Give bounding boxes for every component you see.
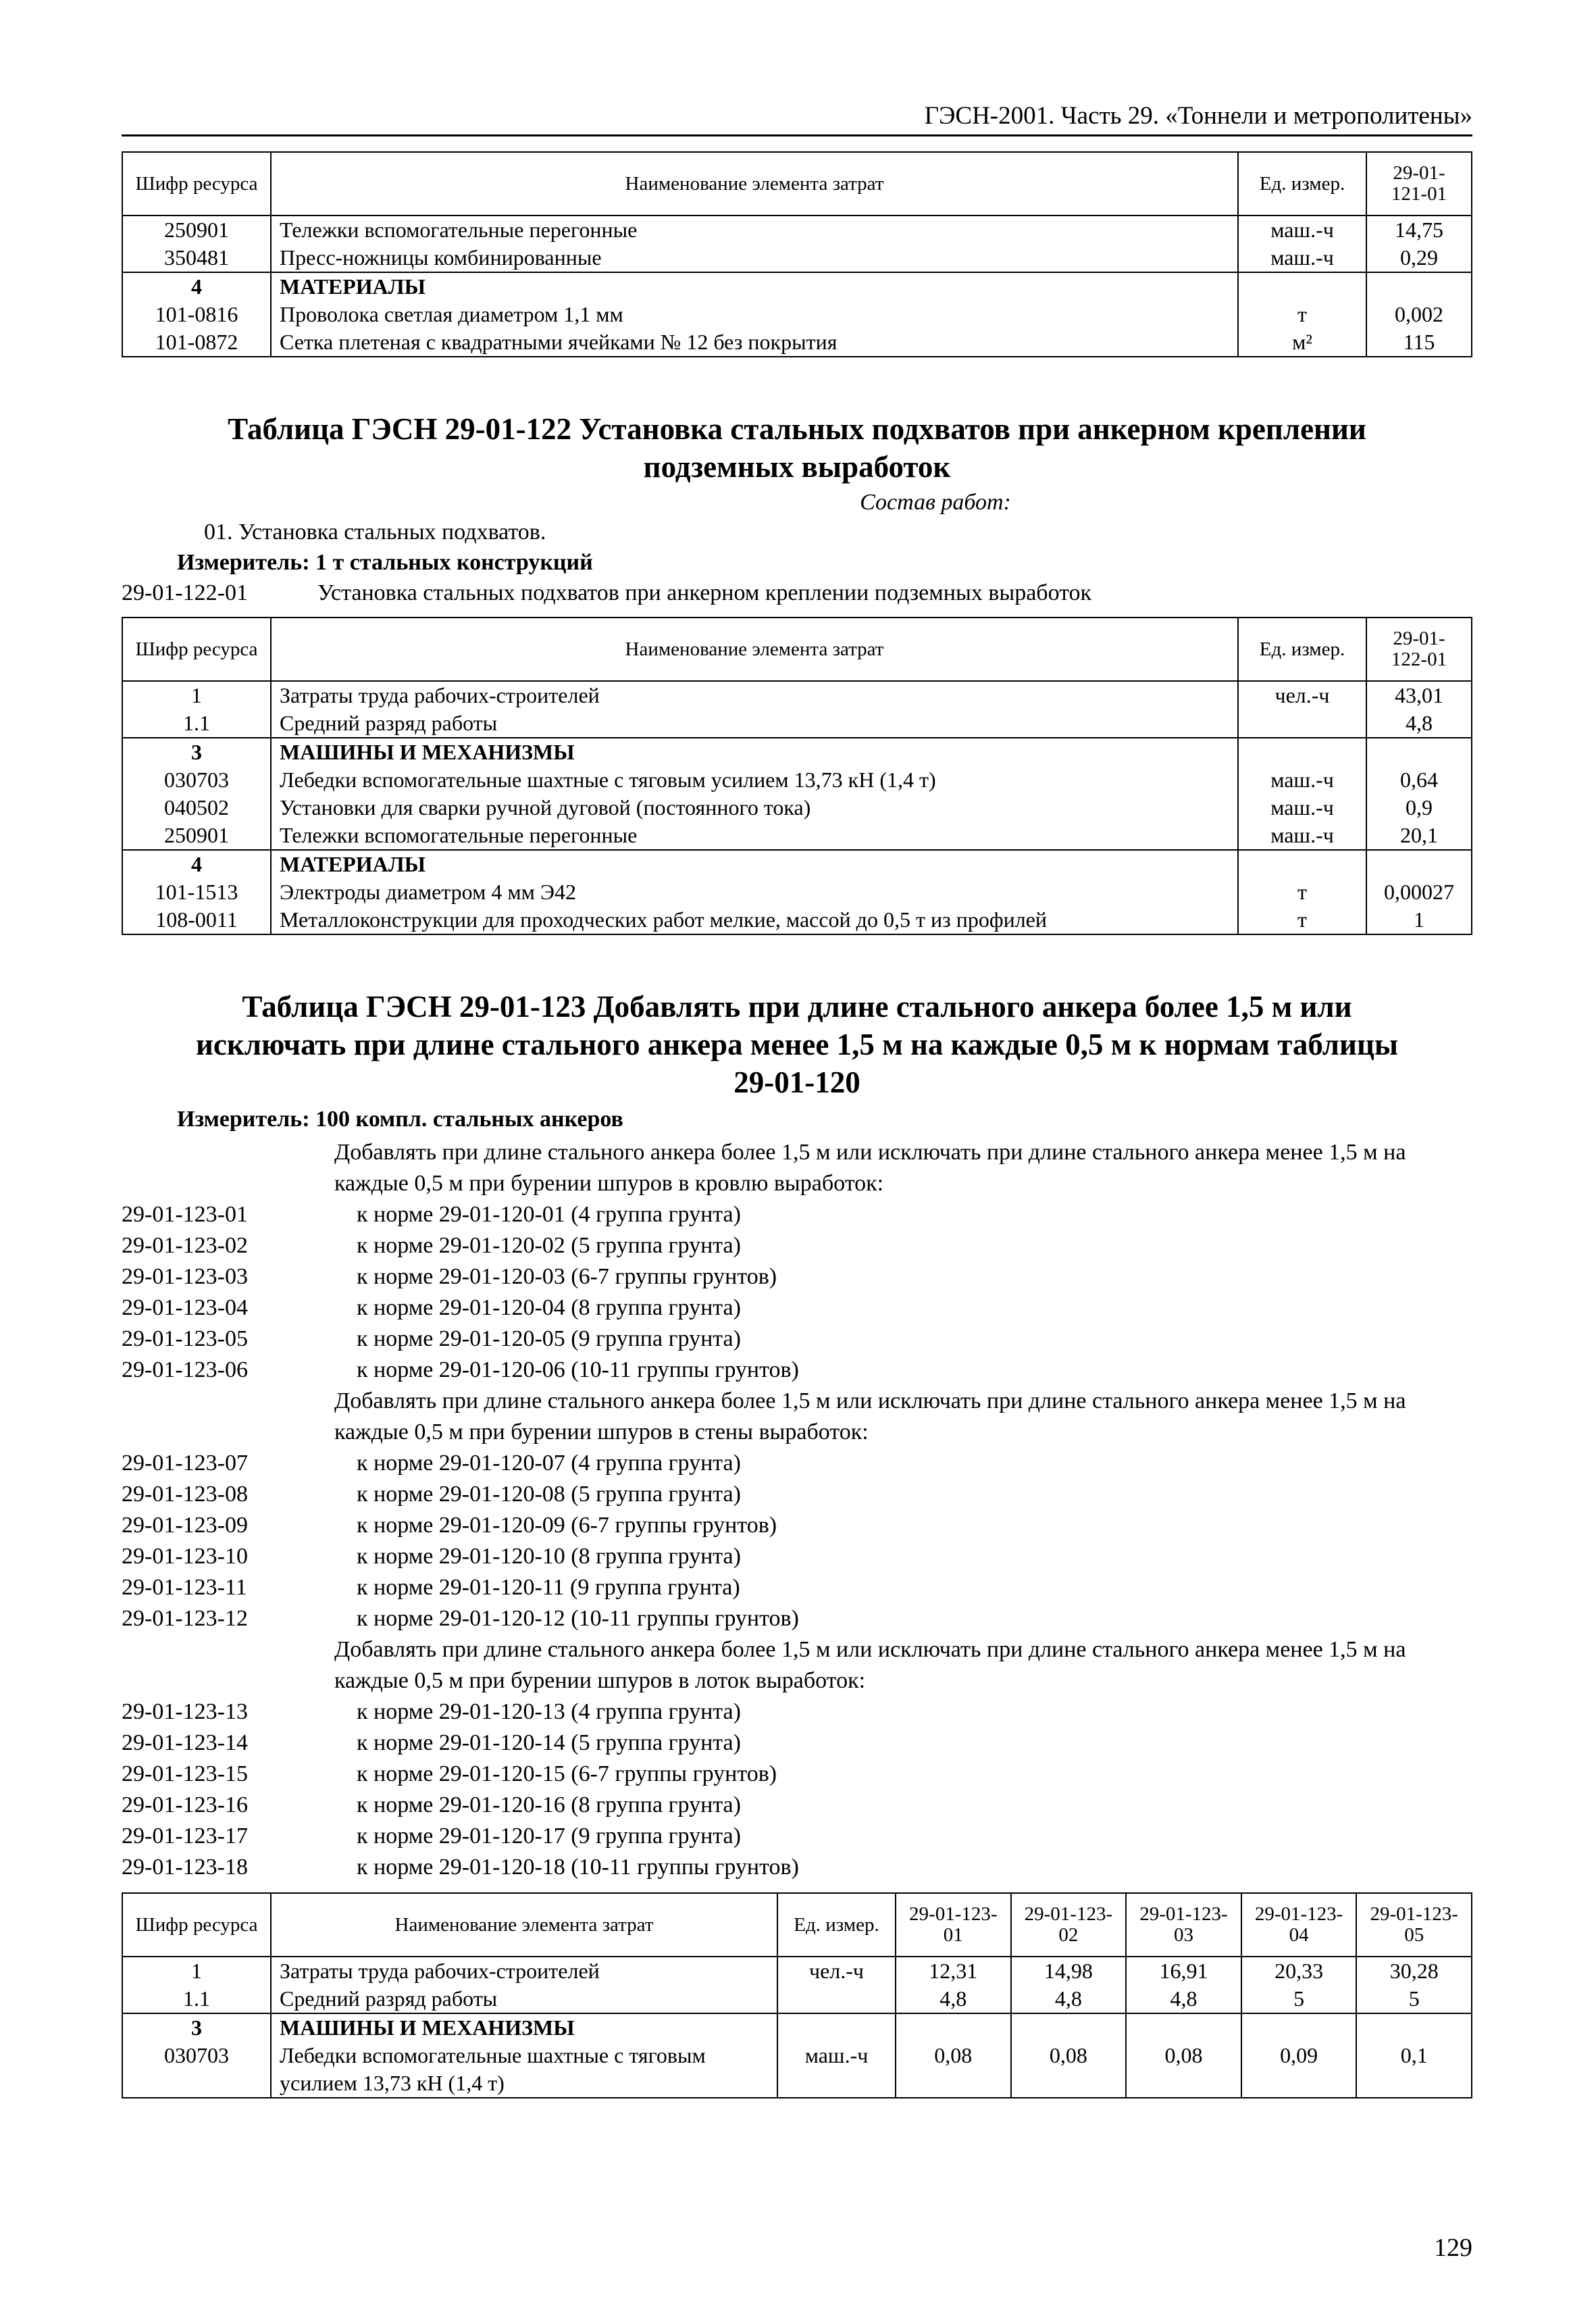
table-row [122,216,1472,244]
col-norm: 29-01-121-01 [1366,152,1472,216]
resource-name: МАТЕРИАЛЫ [271,850,1238,878]
value-cell: 0,08 [896,2042,1011,2098]
resource-code: 101-0816 [122,301,271,328]
value-cell: 14,98 [1011,1957,1127,1985]
norm-list-item [122,1728,1472,1759]
unit-cell: маш.-ч [1238,216,1366,244]
table-row [122,1957,1472,1985]
norm-list-item [122,1479,1472,1510]
value-cell: 0,002 [1366,301,1472,328]
resource-code: 040502 [122,794,271,822]
norm-reference: к норме 29-01-120-09 (6-7 группы грунтов) [357,1513,777,1538]
unit-cell [1238,738,1366,766]
norm-code: 29-01-123-14 [122,1730,248,1755]
group-header-row [122,272,1472,301]
resource-code: 4 [122,272,271,301]
unit-cell: маш.-ч [1238,822,1366,850]
resource-name: Металлоконструкции для проходческих работ мелкие, массой до 0,5 т из профилей [271,906,1238,934]
resource-table-123 [122,1892,1472,2098]
norm-reference: к норме 29-01-120-08 (5 группа грунта) [357,1482,741,1507]
norm-code: 29-01-123-18 [122,1855,248,1880]
unit-cell: маш.-ч [1238,766,1366,794]
resource-code: 1 [122,1957,271,1985]
norm-reference: к норме 29-01-120-06 (10-11 группы грунтов) [357,1357,799,1382]
resource-name: Сетка плетеная с квадратными ячейками № 12 без покрытия [271,328,1238,357]
resource-table-122 [122,617,1472,935]
table-row [122,822,1472,850]
norm-list-item [122,1324,1472,1355]
value-cell: 4,8 [1126,1985,1241,2013]
norm-code: 29-01-123-07 [122,1451,248,1476]
norm-code: 29-01-123-09 [122,1513,248,1538]
unit-cell: т [1238,301,1366,328]
table-122-title: Таблица ГЭСН 29-01-122 Установка стальных подхватов при анкерном креплении подземных выработок [228,412,1366,484]
value-cell [1366,738,1472,766]
value-cell: 14,75 [1366,216,1472,244]
table-row [122,1985,1472,2013]
norm-list-item [122,1199,1472,1230]
resource-name: Лебедки вспомогательные шахтные с тяговым усилием 13,73 кН (1,4 т) [271,2042,777,2098]
unit-cell: маш.-ч [777,2042,896,2098]
table-row [122,794,1472,822]
unit-cell [1238,850,1366,878]
unit-cell [777,2013,896,2042]
value-cell: 1 [1366,906,1472,934]
col-code: Шифр ресурса [122,1893,271,1957]
norm-reference: к норме 29-01-120-11 (9 группа грунта) [357,1575,740,1600]
col-name: Наименование элемента затрат [271,618,1238,681]
meter-122: Измеритель: 1 т стальных конструкций [177,550,593,575]
norm-reference: к норме 29-01-120-15 (6-7 группы грунтов) [357,1761,777,1786]
value-cell: 0,00027 [1366,878,1472,906]
value-cell: 0,29 [1366,244,1472,272]
resource-name: Установки для сварки ручной дуговой (постоянного тока) [271,794,1238,822]
norm-list-item [122,1759,1472,1790]
col-norm: 29-01-123-03 [1126,1893,1241,1957]
col-name: Наименование элемента затрат [271,152,1238,216]
col-norm: 29-01-123-01 [896,1893,1011,1957]
norm-code: 29-01-123-17 [122,1823,248,1848]
col-unit: Ед. измер. [777,1893,896,1957]
resource-code: 1 [122,681,271,709]
unit-cell: чел.-ч [777,1957,896,1985]
norm-list-item [122,1603,1472,1634]
resource-code: 250901 [122,216,271,244]
norm-list-item [122,1541,1472,1572]
table-row [122,301,1472,328]
unit-cell [1238,709,1366,738]
resource-name: Затраты труда рабочих-строителей [271,1957,777,1985]
norm-code: 29-01-122-01 [122,580,248,605]
norm-reference: к норме 29-01-120-13 (4 группа грунта) [357,1699,741,1724]
value-cell: 0,64 [1366,766,1472,794]
resource-code: 101-0872 [122,328,271,357]
value-cell [1241,2013,1357,2042]
norm-code: 29-01-123-12 [122,1606,248,1631]
value-cell: 20,33 [1241,1957,1357,1985]
table-row [122,878,1472,906]
value-cell [1366,272,1472,301]
resource-code: 030703 [122,2042,271,2098]
col-norm: 29-01-123-02 [1011,1893,1127,1957]
norm-code: 29-01-123-13 [122,1699,248,1724]
value-cell: 0,08 [1126,2042,1241,2098]
norm-reference: к норме 29-01-120-07 (4 группа грунта) [357,1451,741,1476]
table-123-title: Таблица ГЭСН 29-01-123 Добавлять при длине стального анкера более 1,5 м или исключать при длине стального анкера менее 1,5 м на каждые 0,5 м к нормам таблицы 29-01-120 [195,990,1399,1099]
col-unit: Ед. измер. [1238,618,1366,681]
resource-code: 3 [122,2013,271,2042]
group-header-row [122,738,1472,766]
norm-reference: к норме 29-01-120-16 (8 группа грунта) [357,1792,741,1817]
unit-cell: т [1238,878,1366,906]
col-norm: 29-01-122-01 [1366,618,1472,681]
resource-name: Средний разряд работы [271,709,1238,738]
norm-reference: к норме 29-01-120-12 (10-11 группы грунтов) [357,1606,799,1631]
resource-name: МАТЕРИАЛЫ [271,272,1238,301]
col-norm: 29-01-123-05 [1356,1893,1472,1957]
unit-cell: т [1238,906,1366,934]
group-header-row [122,850,1472,878]
resource-name: Проволока светлая диаметром 1,1 мм [271,301,1238,328]
norm-list-item [122,1510,1472,1541]
norm-reference: к норме 29-01-120-05 (9 группа грунта) [357,1326,741,1351]
norm-list-item [122,1355,1472,1386]
value-cell: 12,31 [896,1957,1011,1985]
value-cell: 4,8 [1366,709,1472,738]
norm-reference: к норме 29-01-120-10 (8 группа грунта) [357,1544,741,1569]
col-code: Шифр ресурса [122,618,271,681]
group-description: Добавлять при длине стального анкера более 1,5 м или исключать при длине стального анкера менее 1,5 м на каждые 0,5 м при бурении шпуров в кровлю выработок: [334,1140,1406,1196]
meter-123: Измеритель: 100 компл. стальных анкеров [177,1107,623,1132]
norm-code: 29-01-123-11 [122,1575,247,1600]
value-cell [896,2013,1011,2042]
table-row [122,906,1472,934]
col-name: Наименование элемента затрат [271,1893,777,1957]
value-cell: 0,08 [1011,2042,1127,2098]
resource-name: Затраты труда рабочих-строителей [271,681,1238,709]
resource-table-121 [122,151,1472,357]
page-number: 129 [1434,2234,1472,2262]
table-row [122,681,1472,709]
norm-list-item [122,1261,1472,1292]
group-header-row [122,2013,1472,2042]
norm-list-item [122,1790,1472,1821]
value-cell: 0,1 [1356,2042,1472,2098]
norm-code: 29-01-123-02 [122,1233,248,1258]
value-cell: 20,1 [1366,822,1472,850]
resource-code: 250901 [122,822,271,850]
norm-name: Установка стальных подхватов при анкерном креплении подземных выработок [317,580,1092,605]
resource-name: Электроды диаметром 4 мм Э42 [271,878,1238,906]
table-row [122,766,1472,794]
resource-code: 3 [122,738,271,766]
value-cell: 16,91 [1126,1957,1241,1985]
table-row [122,2042,1472,2098]
norm-reference: к норме 29-01-120-17 (9 группа грунта) [357,1823,741,1848]
unit-cell [1238,272,1366,301]
norm-list-item [122,1230,1472,1261]
norm-code: 29-01-123-03 [122,1264,248,1289]
resource-code: 1.1 [122,1985,271,2013]
norm-list-123 [122,1137,1472,1883]
value-cell [1366,850,1472,878]
norm-reference: к норме 29-01-120-01 (4 группа грунта) [357,1202,741,1227]
norm-code: 29-01-123-15 [122,1761,248,1786]
resource-name: МАШИНЫ И МЕХАНИЗМЫ [271,738,1238,766]
col-code: Шифр ресурса [122,152,271,216]
value-cell: 5 [1356,1985,1472,2013]
value-cell: 43,01 [1366,681,1472,709]
value-cell: 30,28 [1356,1957,1472,1985]
resource-code: 101-1513 [122,878,271,906]
norm-code: 29-01-123-08 [122,1482,248,1507]
norm-list-item [122,1448,1472,1479]
norm-reference: к норме 29-01-120-18 (10-11 группы грунтов) [357,1855,799,1880]
value-cell [1126,2013,1241,2042]
resource-name: Лебедки вспомогательные шахтные с тяговым усилием 13,73 кН (1,4 т) [271,766,1238,794]
norm-code: 29-01-123-01 [122,1202,248,1227]
norm-code: 29-01-123-04 [122,1295,248,1320]
resource-name: Пресс-ножницы комбинированные [271,244,1238,272]
resource-name: МАШИНЫ И МЕХАНИЗМЫ [271,2013,777,2042]
norm-code: 29-01-123-05 [122,1326,248,1351]
value-cell [1356,2013,1472,2042]
norm-list-item [122,1572,1472,1603]
norm-code: 29-01-123-16 [122,1792,248,1817]
norm-122 [122,578,1472,609]
sostav-label: Состав работ: [860,490,1011,515]
resource-code: 350481 [122,244,271,272]
table-row [122,328,1472,357]
work-item: 01. Установка стальных подхватов. [204,520,546,545]
unit-cell: чел.-ч [1238,681,1366,709]
resource-code: 030703 [122,766,271,794]
resource-name: Тележки вспомогательные перегонные [271,216,1238,244]
norm-reference: к норме 29-01-120-04 (8 группа грунта) [357,1295,741,1320]
value-cell: 0,09 [1241,2042,1357,2098]
value-cell: 0,9 [1366,794,1472,822]
norm-list-item [122,1852,1472,1883]
resource-code: 4 [122,850,271,878]
table-row [122,244,1472,272]
norm-list-item [122,1292,1472,1324]
group-description: Добавлять при длине стального анкера более 1,5 м или исключать при длине стального анкера менее 1,5 м на каждые 0,5 м при бурении шпуров в лоток выработок: [334,1637,1406,1693]
resource-name: Средний разряд работы [271,1985,777,2013]
unit-cell: маш.-ч [1238,244,1366,272]
unit-cell [777,1985,896,2013]
norm-reference: к норме 29-01-120-14 (5 группа грунта) [357,1730,741,1755]
norm-list-item [122,1821,1472,1852]
document-page [122,101,1472,2098]
value-cell: 5 [1241,1985,1357,2013]
norm-code: 29-01-123-06 [122,1357,248,1382]
col-unit: Ед. измер. [1238,152,1366,216]
norm-code: 29-01-123-10 [122,1544,248,1569]
table-row [122,709,1472,738]
value-cell: 4,8 [896,1985,1011,2013]
unit-cell: м² [1238,328,1366,357]
value-cell [1011,2013,1127,2042]
value-cell: 4,8 [1011,1985,1127,2013]
unit-cell: маш.-ч [1238,794,1366,822]
group-description: Добавлять при длине стального анкера более 1,5 м или исключать при длине стального анкера менее 1,5 м на каждые 0,5 м при бурении шпуров в стены выработок: [334,1388,1406,1444]
running-header: ГЭСН-2001. Часть 29. «Тоннели и метрополитены» [122,101,1472,136]
col-norm: 29-01-123-04 [1241,1893,1357,1957]
resource-name: Тележки вспомогательные перегонные [271,822,1238,850]
resource-code: 1.1 [122,709,271,738]
resource-code: 108-0011 [122,906,271,934]
value-cell: 115 [1366,328,1472,357]
norm-list-item [122,1696,1472,1728]
norm-reference: к норме 29-01-120-03 (6-7 группы грунтов) [357,1264,777,1289]
norm-reference: к норме 29-01-120-02 (5 группа грунта) [357,1233,741,1258]
